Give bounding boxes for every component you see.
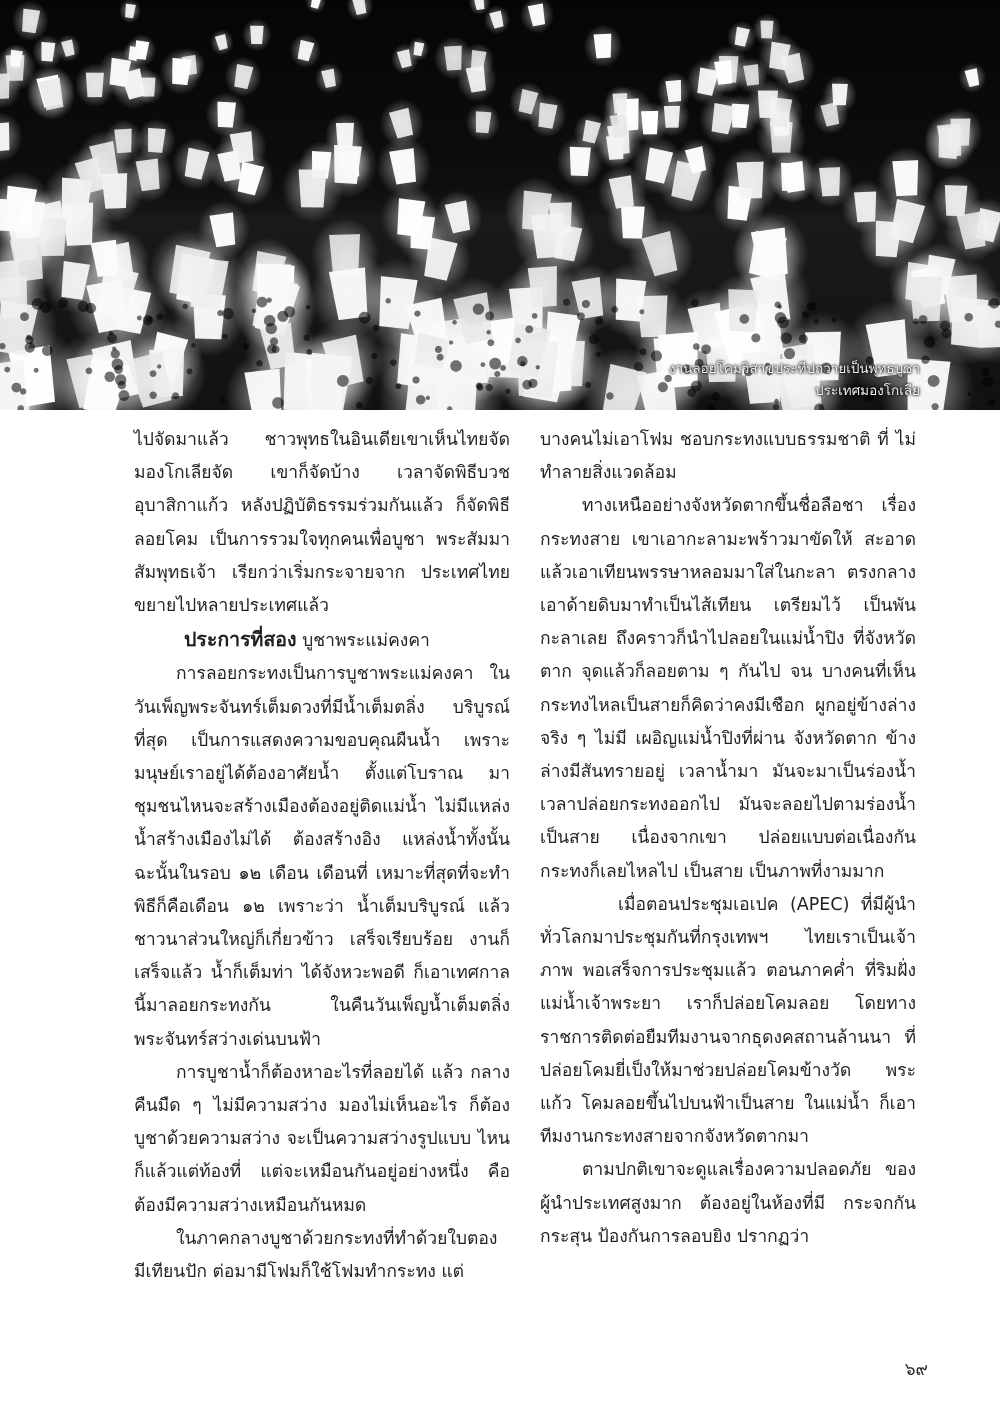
right-paragraph-2: เมื่อตอนประชุมเอเปค (APEC) ที่มีผู้นำ ทั่วโลกมาประชุมกันที่กรุงเทพฯ ไทยเราเป็นเจ้าภาพ พอเสร็จการประชุมแล้ว ตอนภาคค่ำ ที่ริมฝั่ง แม่น้ำเจ้าพระยา เราก็ปล่อยโคมลอย โดยทาง ราชการติดต่อยืมทีมงานจากธุดงคสถานล้านนา ที่ปล่อยโคมยี่เป็งให้มาช่วยปล่อยโคมข้างวัด พระแก้ว โคมลอยขึ้นไปบนฟ้าเป็นสาย ในแม่น้ำ ก็เอาทีมงานกระทงสายจากจังหวัดตากมา [540, 894, 916, 1148]
crowd-silhouette [640, 348, 647, 355]
crowd-silhouette [913, 318, 919, 324]
crowd-silhouette [426, 396, 430, 400]
crowd-silhouette [304, 335, 310, 341]
right-paragraph-3: ตามปกติเขาจะดูแลเรื่องความปลอดภัย ของผู้นำประเทศสูงมาก ต้องอยู่ในห้องที่มี กระจกกันกระสุน ป้องกันการลอบยิง ปรากฏว่า [540, 1160, 916, 1247]
crowd-silhouette [385, 298, 391, 304]
crowd-silhouette [473, 303, 484, 314]
crowd-silhouette [371, 353, 377, 359]
crowd-silhouette [150, 370, 157, 377]
lantern [641, 111, 659, 135]
crowd-silhouette [799, 334, 808, 343]
crowd-silhouette [611, 306, 618, 313]
lantern [760, 21, 773, 39]
lantern [758, 90, 778, 118]
crowd-silhouette [104, 371, 115, 382]
lantern [101, 173, 128, 209]
right-paragraph-1: ทางเหนืออย่างจังหวัดตากขึ้นชื่อลือชา เรื่องกระทงสาย เขาเอากะลามะพร้าวมาขัดให้ สะอาด แล้วเอาเทียนพรรษาหลอมมาใส่ในกะลา ตรงกลางเอาด้ายดิบมาทำเป็นไส้เทียน เตรียมไว้ เป็นพันกะลาเลย ถึงคราวก็นำไปลอยในแม่น้ำปิง ที่จังหวัดตาก จุดแล้วก็ลอยตาม ๆ กันไป จน บางคนที่เห็นกระทงไหลเป็นสายก็คิดว่าคงมีเชือก ผูกอยู่ข้างล่าง จริง ๆ ไม่มี เผอิญแม่น้ำปิงที่ผ่าน จังหวัดตาก ข้างล่างมีสันทรายอยู่ เวลาน้ำมา มันจะมาเป็นร่องน้ำ เวลาปล่อยกระทงออกไป มันจะลอยไปตามร่องน้ำเป็นสาย เนื่องจากเขา ปล่อยแบบต่อเนื่องกัน กระทงก็เลยไหลไป เป็นสาย เป็นภาพที่งามมาก [540, 496, 916, 882]
crowd-silhouette [395, 383, 401, 389]
crowd-silhouette [412, 376, 419, 383]
right-paragraph-0: บางคนไม่เอาโฟม ชอบกระทงแบบธรรมชาติ ที่ ไม่ทำลายสิ่งแวดล้อม [540, 430, 916, 484]
crowd-silhouette [919, 315, 928, 324]
crowd-silhouette [118, 381, 126, 389]
left-paragraph-2: การบูชาน้ำก็ต้องหาอะไรที่ลอยได้ แล้ว กลางคืนมืด ๆ ไม่มีความสว่าง มองไม่เห็นอะไร ก็ต้องบูชาด้วยความสว่าง จะเป็นความสว่างรูปแบบ ไหนก็แล้วแต่ท้องที่ แต่จะเหมือนกันอยู่อย่างหนึ่ง คือต้องมีความสว่างเหมือนกันหมด [134, 1062, 510, 1216]
lantern [832, 84, 848, 106]
crowd-silhouette [596, 352, 601, 357]
crowd-silhouette [802, 311, 809, 318]
crowd-silhouette [390, 359, 397, 366]
photo-caption-line-1: งานลอยโคมวิสาขประทีปถวายเป็นพุทธบูชา [668, 361, 920, 377]
lantern [726, 289, 759, 332]
lanterns-illustration [0, 0, 1000, 410]
section-heading-bold: ประการที่สอง [184, 628, 297, 652]
crowd-silhouette [266, 323, 277, 334]
crowd-silhouette [373, 325, 380, 332]
crowd-silhouette [989, 298, 999, 308]
crowd-silhouette [143, 315, 153, 325]
crowd-silhouette [485, 311, 494, 320]
crowd-silhouette [58, 298, 68, 308]
lantern [114, 129, 133, 154]
crowd-silhouette [525, 325, 533, 333]
crowd-silhouette [222, 308, 233, 319]
crowd-silhouette [481, 362, 486, 367]
crowd-silhouette [982, 376, 993, 387]
crowd-silhouette [476, 383, 483, 390]
crowd-silhouette [306, 305, 310, 309]
left-column [134, 424, 510, 1289]
crowd-silhouette [639, 309, 644, 314]
crowd-silhouette [252, 309, 256, 313]
crowd-silhouette [149, 391, 156, 398]
lanterns-photo [0, 0, 1000, 410]
crowd-silhouette [40, 301, 52, 313]
crowd-silhouette [272, 397, 284, 409]
crowd-silhouette [267, 298, 272, 303]
crowd-silhouette [182, 304, 188, 310]
crowd-silhouette [306, 349, 312, 355]
crowd-silhouette [414, 310, 420, 316]
crowd-silhouette [359, 312, 371, 324]
crowd-silhouette [932, 403, 939, 410]
crowd-silhouette [775, 302, 781, 308]
photo-caption [500, 358, 920, 402]
crowd-silhouette [781, 332, 792, 343]
crowd-silhouette [20, 388, 26, 394]
crowd-silhouette [981, 367, 990, 376]
lantern [950, 119, 970, 146]
crowd-silhouette [486, 330, 491, 335]
crowd-silhouette [693, 343, 700, 350]
crowd-silhouette [86, 368, 93, 375]
crowd-silhouette [85, 303, 96, 314]
crowd-silhouette [751, 333, 760, 342]
crowd-silhouette [921, 356, 929, 364]
crowd-silhouette [449, 340, 453, 344]
lantern [819, 167, 841, 196]
crowd-silhouette [691, 299, 699, 307]
crowd-silhouette [34, 368, 39, 373]
photo-caption-line-2: ประเทศมองโกเลีย [815, 383, 920, 399]
lantern [569, 147, 591, 176]
left-intro-paragraph: ไปจัดมาแล้ว ชาวพุทธในอินเดียเขาเห็นไทยจัด มองโกเลียจัด เขาก็จัดบ้าง เวลาจัดพิธีบวช อุบาสิกาแก้ว หลังปฏิบัติธรรมร่วมกันแล้ว ก็จัดพิธีลอยโคม เป็นการรวมใจทุกคนเพื่อบูชา พระสัมมาสัมพุทธเจ้า เรียกว่าเริ่มกระจายจาก ประเทศไทยขยายไปหลายประเทศแล้ว [134, 430, 510, 617]
page-number: ๖๙ [904, 1360, 928, 1380]
crowd-silhouette [532, 313, 538, 319]
crowd-silhouette [452, 320, 457, 325]
crowd-silhouette [186, 368, 192, 374]
crowd-silhouette [701, 344, 711, 354]
lantern [594, 34, 613, 59]
crowd-silhouette [928, 375, 940, 387]
crowd-silhouette [577, 312, 585, 320]
crowd-silhouette [267, 344, 276, 353]
crowd-silhouette [589, 334, 599, 344]
crowd-silhouette [988, 399, 996, 407]
crowd-silhouette [437, 354, 444, 361]
crowd-silhouette [563, 299, 570, 306]
crowd-silhouette [356, 402, 363, 409]
crowd-silhouette [831, 317, 836, 322]
crowd-silhouette [257, 297, 268, 308]
crowd-silhouette [595, 317, 603, 325]
crowd-silhouette [114, 365, 123, 374]
crowd-silhouette [967, 392, 971, 396]
crowd-silhouette [42, 346, 53, 357]
crowd-silhouette [486, 384, 493, 391]
crowd-silhouette [924, 337, 935, 348]
crowd-silhouette [107, 333, 117, 343]
crowd-silhouette [942, 328, 952, 338]
crowd-silhouette [435, 346, 442, 353]
crowd-silhouette [450, 360, 462, 372]
crowd-silhouette [119, 390, 130, 401]
lantern [737, 162, 765, 199]
crowd-silhouette [137, 316, 142, 321]
crowd-silhouette [739, 314, 749, 324]
crowd-silhouette [4, 367, 10, 373]
crowd-silhouette [191, 343, 196, 348]
section-heading [134, 623, 510, 658]
crowd-silhouette [284, 306, 295, 317]
lantern [298, 170, 326, 208]
lantern [216, 102, 236, 128]
crowd-silhouette [256, 360, 263, 367]
crowd-silhouette [157, 364, 161, 368]
crowd-silhouette [111, 349, 120, 358]
crowd-silhouette [582, 300, 590, 308]
left-paragraph-3: ในภาคกลางบูชาด้วยกระทงที่ทำด้วยใบตอง มีเทียนปัก ต่อมามีโฟมก็ใช้โฟมทำกระทง แต่ [134, 1228, 498, 1283]
crowd-silhouette [20, 312, 29, 321]
section-heading-subtitle: บูชาพระแม่คงคา [302, 631, 430, 652]
crowd-silhouette [221, 398, 225, 402]
crowd-silhouette [964, 313, 973, 322]
crowd-silhouette [156, 313, 163, 320]
crowd-silhouette [222, 334, 228, 340]
crowd-silhouette [172, 392, 179, 399]
right-column [540, 424, 916, 1254]
crowd-silhouette [487, 339, 494, 346]
crowd-silhouette [416, 395, 426, 405]
crowd-silhouette [337, 375, 349, 387]
crowd-silhouette [243, 343, 249, 349]
crowd-silhouette [775, 312, 786, 323]
lantern [250, 26, 264, 44]
crowd-silhouette [11, 383, 21, 393]
lantern [892, 160, 920, 196]
crowd-silhouette [25, 336, 33, 344]
crowd-silhouette [515, 338, 521, 344]
left-paragraph-1: การลอยกระทงเป็นการบูชาพระแม่คงคา ในวันเพ็ญพระจันทร์เต็มดวงที่มีน้ำเต็มตลิ่ง บริบูรณ์ที่สุด เป็นการแสดงความขอบคุณผืนน้ำ เพราะมนุษย์เราอยู่ได้ต้องอาศัยน้ำ ตั้งแต่โบราณ มา ชุมชนไหนจะสร้างเมืองต้องอยู่ติดแม่น้ำ ไม่มีแหล่งน้ำสร้างเมืองไม่ได้ ต้องสร้างอิง แหล่งน้ำทั้งนั้น ฉะนั้นในรอบ ๑๒ เดือน เดือนที่ เหมาะที่สุดที่จะทำพิธีก็คือเดือน ๑๒ เพราะว่า น้ำเต็มบริบูรณ์ แล้วชาวนาส่วนใหญ่ก็เกี่ยวข้าว เสร็จเรียบร้อย งานก็เสร็จแล้ว น้ำก็เต็มท่า ได้จังหวะพอดี ก็เอาเทศกาลนี้มาลอยกระทงกัน ในคืนวันเพ็ญน้ำเต็มตลิ่งพระจันทร์สว่างเด่นบนฟ้า [134, 664, 510, 1050]
crowd-silhouette [366, 377, 373, 384]
crowd-silhouette [807, 301, 817, 311]
crowd-silhouette [814, 319, 819, 324]
crowd-silhouette [773, 404, 780, 410]
